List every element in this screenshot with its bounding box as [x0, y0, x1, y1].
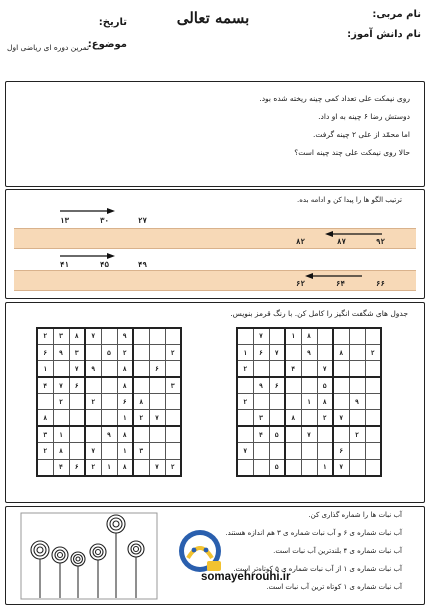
pattern-number: ۶۶: [376, 279, 386, 288]
sudoku-cell[interactable]: ۷: [317, 361, 333, 377]
sudoku-cell[interactable]: ۷: [269, 344, 285, 360]
sudoku-cell[interactable]: [333, 361, 349, 377]
sudoku-cell[interactable]: [285, 459, 301, 475]
sudoku-cell[interactable]: ۳: [53, 328, 69, 344]
sudoku-cell[interactable]: ۵: [269, 459, 285, 475]
sudoku-cell[interactable]: ۸: [117, 426, 133, 442]
sudoku-cell[interactable]: [53, 410, 69, 426]
sudoku-cell[interactable]: [317, 344, 333, 360]
sudoku-cell[interactable]: [365, 410, 381, 426]
sudoku-cell[interactable]: [269, 394, 285, 410]
sudoku-cell[interactable]: ۲: [317, 410, 333, 426]
subject-label: موضوع:: [87, 39, 127, 50]
sudoku-cell[interactable]: [37, 459, 53, 475]
sudoku-cell[interactable]: ۲: [85, 394, 101, 410]
sudoku-cell[interactable]: [85, 344, 101, 360]
sudoku-cell[interactable]: ۸: [69, 328, 85, 344]
sudoku-cell[interactable]: ۳: [253, 410, 269, 426]
sudoku-cell[interactable]: ۷: [149, 459, 165, 475]
sudoku-cell[interactable]: ۹: [301, 344, 317, 360]
pattern-number: ۲۷: [138, 216, 148, 225]
sudoku-cell[interactable]: [133, 361, 149, 377]
website-url: somayehrouhi.ir: [201, 571, 291, 583]
sudoku-cell[interactable]: ۸: [133, 394, 149, 410]
lollipop-illustration: [20, 512, 158, 600]
arrow-left-icon: [304, 272, 364, 280]
sudoku-cell[interactable]: [317, 426, 333, 442]
sudoku-cell[interactable]: [333, 394, 349, 410]
sudoku-cell[interactable]: [285, 377, 301, 393]
sudoku-cell[interactable]: [285, 426, 301, 442]
sudoku-cell[interactable]: [149, 426, 165, 442]
sudoku-cell[interactable]: [301, 459, 317, 475]
sudoku-cell[interactable]: [165, 394, 181, 410]
patterns-instruction: ترتیب الگو ها را پیدا کن و ادامه بده.: [297, 196, 402, 204]
sudoku-cell[interactable]: [365, 443, 381, 459]
sudoku-cell[interactable]: ۲: [85, 459, 101, 475]
pattern-number: ۳۰: [100, 216, 110, 225]
sudoku-cell[interactable]: [333, 426, 349, 442]
sudoku-cell[interactable]: [349, 361, 365, 377]
pattern-number: ۸۷: [337, 237, 347, 246]
story-line: روی نیمکت علی تعداد کمی چینه ریخته شده بود.: [259, 94, 410, 103]
sudoku-cell[interactable]: [237, 377, 253, 393]
sudoku-cell[interactable]: ۹: [53, 344, 69, 360]
sudoku-cell[interactable]: ۱: [117, 443, 133, 459]
sudoku-cell[interactable]: [301, 361, 317, 377]
sudoku-cell[interactable]: [253, 459, 269, 475]
sudoku-cell[interactable]: ۸: [117, 459, 133, 475]
sudoku-cell[interactable]: ۳: [165, 377, 181, 393]
sudoku-cell[interactable]: [101, 394, 117, 410]
sudoku-cell[interactable]: ۸: [301, 328, 317, 344]
sudoku-cell[interactable]: ۶: [149, 361, 165, 377]
site-logo: [174, 528, 226, 574]
pattern-number: ۶۴: [336, 279, 346, 288]
sudoku-cell[interactable]: ۱: [237, 344, 253, 360]
sudoku-cell[interactable]: ۲: [37, 443, 53, 459]
sudoku-cell[interactable]: ۷: [333, 459, 349, 475]
lollipop-clue: آب نبات شماره ی ۴ بلندترین آب نبات است.: [273, 547, 402, 555]
sudoku-cell[interactable]: ۸: [333, 344, 349, 360]
sudoku-cell[interactable]: [149, 377, 165, 393]
sudoku-cell[interactable]: ۱: [317, 459, 333, 475]
sudoku-cell[interactable]: [149, 443, 165, 459]
pattern-number: ۱۳: [60, 216, 70, 225]
sudoku-cell[interactable]: ۵: [269, 426, 285, 442]
sudoku-cell[interactable]: [269, 410, 285, 426]
sudoku-cell[interactable]: [349, 443, 365, 459]
sudoku-cell[interactable]: [85, 377, 101, 393]
sudoku-cell[interactable]: ۲: [237, 361, 253, 377]
sudoku-cell[interactable]: ۷: [237, 443, 253, 459]
sudoku-cell[interactable]: ۲: [237, 394, 253, 410]
student-name-label: نام دانش آموز:: [347, 29, 421, 40]
pattern-number: ۴۱: [60, 260, 70, 269]
sudoku-cell[interactable]: [101, 377, 117, 393]
sudoku-cell[interactable]: ۱: [53, 426, 69, 442]
sudoku-cell[interactable]: [101, 443, 117, 459]
pattern-number: ۶۲: [296, 279, 306, 288]
sudoku-cell[interactable]: [301, 410, 317, 426]
sudoku-cell[interactable]: [165, 410, 181, 426]
sudoku-cell[interactable]: ۲: [133, 410, 149, 426]
sudoku-cell[interactable]: [149, 328, 165, 344]
sudoku-cell[interactable]: [237, 410, 253, 426]
sudoku-cell[interactable]: ۷: [301, 426, 317, 442]
sudoku-cell[interactable]: [253, 394, 269, 410]
sudoku-cell[interactable]: ۶: [69, 377, 85, 393]
pattern-number: ۴۵: [100, 260, 110, 269]
worksheet-header: [3, 3, 427, 79]
sudoku-cell[interactable]: ۲: [37, 328, 53, 344]
sudoku-cell[interactable]: [237, 426, 253, 442]
teacher-name-label: نام مربی:: [372, 9, 421, 20]
sudoku-cell[interactable]: ۷: [85, 443, 101, 459]
lollipop-clue: آب نبات شماره ی ۱ کوتاه ترین آب نبات است.: [266, 583, 402, 591]
sudoku-cell[interactable]: [349, 377, 365, 393]
sudoku-cell[interactable]: ۹: [85, 361, 101, 377]
story-line: اما محمّد از علی ۲ چینه گرفت.: [313, 130, 410, 139]
pattern-number: ۹۲: [376, 237, 386, 246]
sudoku-grid-left: [36, 327, 182, 477]
sudoku-cell[interactable]: [349, 344, 365, 360]
sudoku-cell[interactable]: [301, 443, 317, 459]
sudoku-cell[interactable]: [133, 459, 149, 475]
sudoku-cell[interactable]: [237, 459, 253, 475]
pattern-band: [14, 228, 416, 249]
sudoku-cell[interactable]: [269, 361, 285, 377]
sudoku-cell[interactable]: ۹: [253, 377, 269, 393]
sudoku-cell[interactable]: ۹: [349, 394, 365, 410]
sudoku-cell[interactable]: [165, 328, 181, 344]
sudoku-cell[interactable]: ۸: [317, 394, 333, 410]
sudoku-panel: [5, 302, 425, 503]
sudoku-cell[interactable]: ۸: [117, 361, 133, 377]
sudoku-cell[interactable]: [333, 328, 349, 344]
sudoku-cell[interactable]: ۶: [37, 344, 53, 360]
sudoku-cell[interactable]: [101, 361, 117, 377]
sudoku-cell[interactable]: [317, 443, 333, 459]
sudoku-cell[interactable]: ۷: [69, 361, 85, 377]
sudoku-cell[interactable]: [301, 377, 317, 393]
sudoku-cell[interactable]: ۷: [333, 410, 349, 426]
sudoku-cell[interactable]: ۵: [101, 344, 117, 360]
sudoku-cell[interactable]: [69, 443, 85, 459]
sudoku-cell[interactable]: [365, 394, 381, 410]
sudoku-cell[interactable]: ۸: [53, 443, 69, 459]
sudoku-cell[interactable]: ۶: [333, 443, 349, 459]
sudoku-cell[interactable]: [269, 328, 285, 344]
lollipop-clue: آب نبات شماره ی ۱ از آب نبات شماره ی ۵ کوتاه‌تر است.: [233, 565, 402, 573]
sudoku-grid-right: [236, 327, 382, 477]
sudoku-cell[interactable]: [85, 410, 101, 426]
sudoku-cell[interactable]: [69, 394, 85, 410]
sudoku-cell[interactable]: ۱: [117, 410, 133, 426]
subject-value: تمرین دوره ای ریاضی اول: [7, 43, 90, 52]
sudoku-cell[interactable]: [365, 459, 381, 475]
sudoku-cell[interactable]: [53, 361, 69, 377]
sudoku-cell[interactable]: [285, 394, 301, 410]
sudoku-cell[interactable]: [165, 443, 181, 459]
sudoku-cell[interactable]: [285, 344, 301, 360]
sudoku-cell[interactable]: ۴: [285, 361, 301, 377]
sudoku-cell[interactable]: ۷: [149, 410, 165, 426]
sudoku-cell[interactable]: [133, 426, 149, 442]
sudoku-cell[interactable]: ۲: [349, 426, 365, 442]
arrow-right-icon: [58, 252, 116, 260]
sudoku-cell[interactable]: [37, 394, 53, 410]
pattern-band: [14, 270, 416, 291]
sudoku-cell[interactable]: ۶: [269, 377, 285, 393]
sudoku-cell[interactable]: [365, 377, 381, 393]
sudoku-cell[interactable]: ۶: [253, 344, 269, 360]
sudoku-cell[interactable]: [133, 328, 149, 344]
sudoku-cell[interactable]: ۸: [37, 410, 53, 426]
sudoku-cell[interactable]: ۴: [53, 459, 69, 475]
sudoku-cell[interactable]: [253, 361, 269, 377]
sudoku-instruction: جدول های شگفت انگیز را کامل کن. با رنگ قرمز بنویس.: [230, 309, 408, 318]
sudoku-cell[interactable]: ۷: [85, 328, 101, 344]
sudoku-cell[interactable]: [253, 443, 269, 459]
sudoku-cell[interactable]: [69, 426, 85, 442]
sudoku-cell[interactable]: ۵: [317, 377, 333, 393]
pattern-number: ۸۲: [296, 237, 306, 246]
sudoku-cell[interactable]: ۱: [37, 361, 53, 377]
sudoku-cell[interactable]: [85, 426, 101, 442]
sudoku-cell[interactable]: ۸: [285, 410, 301, 426]
arrow-right-icon: [58, 207, 116, 215]
sudoku-cell[interactable]: ۳: [69, 344, 85, 360]
lollipop-clue: آب نبات شماره ی ۶ و آب نبات شماره ی ۳ هم اندازه هستند.: [225, 529, 402, 537]
sudoku-cell[interactable]: ۱: [285, 328, 301, 344]
sudoku-cell[interactable]: ۷: [53, 377, 69, 393]
sudoku-cell[interactable]: [349, 410, 365, 426]
story-line: دوستش رضا ۶ چینه به او داد.: [318, 112, 410, 121]
sudoku-cell[interactable]: [349, 459, 365, 475]
basmala-title: بسمه تعالی: [176, 9, 250, 27]
sudoku-cell[interactable]: ۱: [301, 394, 317, 410]
sudoku-cell[interactable]: [365, 426, 381, 442]
sudoku-cell[interactable]: ۶: [117, 394, 133, 410]
sudoku-cell[interactable]: ۳: [37, 426, 53, 442]
sudoku-cell[interactable]: [365, 361, 381, 377]
sudoku-cell[interactable]: ۲: [53, 394, 69, 410]
lollipop-panel: [5, 506, 425, 605]
sudoku-cell[interactable]: [269, 443, 285, 459]
sudoku-cell[interactable]: ۲: [165, 459, 181, 475]
lollipop-instruction: آب نبات ها را شماره گذاری کن.: [308, 511, 402, 519]
sudoku-cell[interactable]: [165, 361, 181, 377]
date-label: تاریخ:: [98, 17, 127, 28]
sudoku-cell[interactable]: [149, 344, 165, 360]
sudoku-cell[interactable]: ۹: [101, 426, 117, 442]
story-problem-panel: [5, 81, 425, 187]
sudoku-cell[interactable]: [133, 344, 149, 360]
sudoku-cell[interactable]: ۸: [117, 377, 133, 393]
sudoku-cell[interactable]: [349, 328, 365, 344]
sudoku-cell[interactable]: ۶: [69, 459, 85, 475]
sudoku-cell[interactable]: [237, 328, 253, 344]
sudoku-cell[interactable]: [285, 443, 301, 459]
sudoku-cell[interactable]: ۹: [117, 328, 133, 344]
sudoku-cell[interactable]: [149, 394, 165, 410]
sudoku-cell[interactable]: ۲: [365, 344, 381, 360]
arrow-left-icon: [324, 230, 384, 238]
sudoku-cell[interactable]: ۳: [133, 443, 149, 459]
sudoku-cell[interactable]: [69, 410, 85, 426]
sudoku-cell[interactable]: ۲: [117, 344, 133, 360]
pattern-number: ۴۹: [138, 260, 148, 269]
sudoku-cell[interactable]: [101, 328, 117, 344]
story-question: حالا روی نیمکت علی چند چینه است؟: [294, 148, 410, 157]
worksheet: [3, 3, 427, 605]
sudoku-cell[interactable]: [133, 377, 149, 393]
sudoku-cell[interactable]: ۱: [101, 459, 117, 475]
sudoku-cell[interactable]: [101, 410, 117, 426]
sudoku-cell[interactable]: [165, 426, 181, 442]
sudoku-cell[interactable]: [365, 328, 381, 344]
number-patterns-panel: [5, 189, 425, 299]
sudoku-cell[interactable]: ۷: [253, 328, 269, 344]
sudoku-cell[interactable]: [317, 328, 333, 344]
sudoku-cell[interactable]: ۲: [165, 344, 181, 360]
sudoku-cell[interactable]: [333, 377, 349, 393]
sudoku-cell[interactable]: ۴: [253, 426, 269, 442]
sudoku-cell[interactable]: ۴: [37, 377, 53, 393]
